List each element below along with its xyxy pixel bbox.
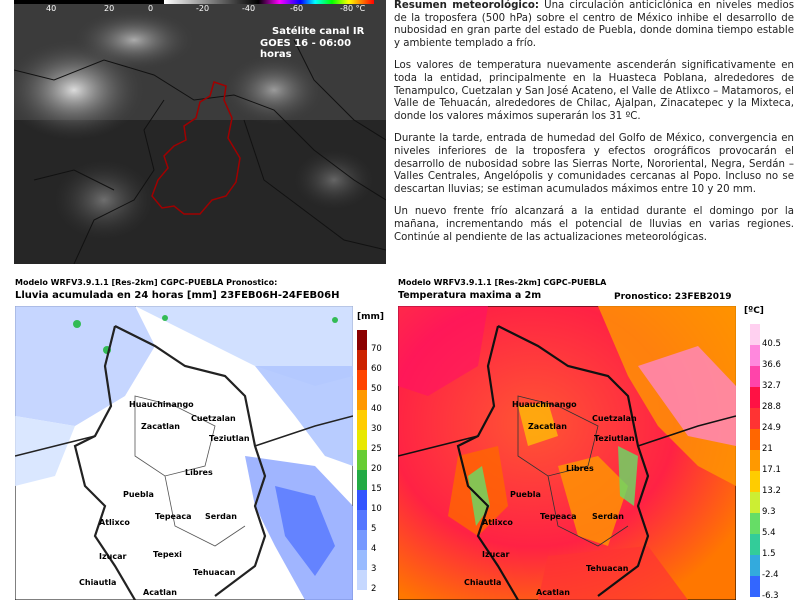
- satellite-subtitle: GOES 16 - 06:00 horas: [260, 38, 352, 60]
- legend-tick-label: -6.3: [762, 591, 779, 600]
- legend-tick-label: 21: [762, 444, 773, 454]
- legend-swatch: [357, 470, 367, 490]
- legend-swatch: [357, 550, 367, 570]
- city-label: Tepeaca: [155, 512, 192, 521]
- legend-tick-label: 17.1: [762, 465, 781, 475]
- city-label: Libres: [566, 464, 594, 473]
- city-label: Tehuacan: [193, 568, 236, 577]
- sat-scale-tick: -20: [196, 4, 210, 13]
- legend-swatch: [750, 324, 760, 345]
- city-label: Teziutlan: [594, 434, 635, 443]
- legend-swatch: [357, 510, 367, 530]
- legend-swatch: [357, 570, 367, 590]
- paragraph-1: [394, 0, 794, 50]
- sat-scale-tick: -60: [290, 4, 304, 13]
- legend-tick-label: 30: [371, 424, 382, 434]
- rain-map-canvas: [15, 306, 353, 600]
- rain-legend-unit: [mm]: [357, 312, 384, 322]
- legend-swatch: [750, 387, 760, 408]
- legend-swatch: [357, 450, 367, 470]
- legend-swatch: [750, 576, 760, 597]
- legend-tick-label: 32.7: [762, 381, 781, 391]
- paragraph-2: Los valores de temperatura nuevamente ascenderán significativamente en toda la entidad, principalmente en la Huasteca Poblana, alrededores de Tenampulco, Cuetzalan y San José Acateno, el Valle de Atlixco – Matamoros, el Valle de Tehuacán, alrededores de Chilac, Ajalpan, Zinacatepec y la Mixteca, donde los valores máximos superarán los 31 ºC.: [394, 60, 794, 122]
- legend-tick-label: 40.5: [762, 339, 781, 349]
- city-label: Zacatlan: [141, 422, 180, 431]
- city-label: Tepexi: [153, 550, 182, 559]
- paragraph-4: Un nuevo frente frío alcanzará a la entidad durante el domingo por la mañana, incrementando más el potencial de lluvias en varias regiones. Continúe al pendiente de las actualizaciones meteorológicas.: [394, 206, 794, 243]
- temp-map-title: Temperatura maxima a 2m: [398, 290, 542, 301]
- temp-map-model-header: Modelo WRFV3.9.1.1 [Res-2km] CGPC-PUEBLA: [398, 278, 607, 287]
- paragraph-3: Durante la tarde, entrada de humedad del Golfo de México, convergencia en niveles inferiores de la troposfera y efectos orográficos provocarán el desarrollo de nubosidad sobre las Sierras Norte, Nororiental, Negra, Serdán – Valles Centrales, Angelópolis y comunidades cercanas al Popo. Incluso no se descartan lluvias; se estiman acumulados máximos entre 10 y 20 mm.: [394, 133, 794, 195]
- city-label: Izucar: [482, 550, 510, 559]
- legend-tick-label: 10: [371, 504, 382, 514]
- legend-tick-label: 5.4: [762, 528, 776, 538]
- temp-legend-unit: [ºC]: [744, 306, 764, 316]
- city-label: Acatlan: [536, 588, 570, 597]
- forecast-text: [394, 0, 794, 272]
- satellite-title: Satélite canal IR: [272, 26, 365, 37]
- legend-tick-label: 24.9: [762, 423, 781, 433]
- rain-map-title: Lluvia acumulada en 24 horas [mm] 23FEB06H-24FEB06H: [15, 290, 340, 301]
- city-label: Chiautla: [79, 578, 117, 587]
- legend-tick-label: 60: [371, 364, 382, 374]
- city-label: Cuetzalan: [592, 414, 637, 423]
- legend-swatch: [357, 490, 367, 510]
- city-label: Chiautla: [464, 578, 502, 587]
- legend-tick-label: 4: [371, 544, 377, 554]
- legend-tick-label: 5: [371, 524, 377, 534]
- city-label: Atlixco: [99, 518, 130, 527]
- city-label: Serdan: [592, 512, 624, 521]
- legend-swatch: [357, 410, 367, 430]
- legend-swatch: [750, 534, 760, 555]
- legend-swatch: [357, 430, 367, 450]
- city-label: Zacatlan: [528, 422, 567, 431]
- city-label: Atlixco: [482, 518, 513, 527]
- legend-tick-label: 13.2: [762, 486, 781, 496]
- city-label: Teziutlan: [209, 434, 250, 443]
- rain-forecast-map: [13, 276, 403, 600]
- legend-tick-label: 36.6: [762, 360, 781, 370]
- legend-swatch: [750, 408, 760, 429]
- legend-swatch: [357, 330, 367, 350]
- legend-swatch: [750, 555, 760, 576]
- paragraph-1-text: Una circulación anticiclónica en niveles medios de la troposfera (500 hPa) sobre el centro de México inhibe el desarrollo de nubosidad en gran parte del estado de Puebla, donde domina tiempo estable y ambiente templado a frío.: [394, 0, 795, 49]
- legend-swatch: [750, 345, 760, 366]
- sat-scale-tick: 40: [46, 4, 57, 13]
- legend-tick-label: 15: [371, 484, 382, 494]
- satellite-image-panel: [14, 0, 386, 264]
- legend-tick-label: 9.3: [762, 507, 776, 517]
- city-label: Huauchinango: [512, 400, 577, 409]
- city-label: Tehuacan: [586, 564, 629, 573]
- temperature-forecast-map: [396, 276, 786, 600]
- legend-tick-label: 50: [371, 384, 382, 394]
- summary-heading: Resumen meteorológico:: [394, 0, 539, 11]
- city-label: Serdan: [205, 512, 237, 521]
- sat-scale-tick: -40: [242, 4, 256, 13]
- legend-swatch: [357, 530, 367, 550]
- legend-tick-label: -2.4: [762, 570, 779, 580]
- legend-swatch: [750, 492, 760, 513]
- legend-swatch: [357, 350, 367, 370]
- legend-swatch: [357, 370, 367, 390]
- temp-map-forecast-date: Pronostico: 23FEB2019: [614, 292, 732, 302]
- legend-tick-label: 40: [371, 404, 382, 414]
- city-label: Huauchinango: [129, 400, 194, 409]
- city-label: Puebla: [123, 490, 154, 499]
- legend-swatch: [357, 390, 367, 410]
- legend-swatch: [750, 429, 760, 450]
- sat-scale-tick: -80 °C: [340, 4, 366, 13]
- legend-tick-label: 1.5: [762, 549, 776, 559]
- rain-map-model-header: Modelo WRFV3.9.1.1 [Res-2km] CGPC-PUEBLA Pronostico:: [15, 278, 278, 287]
- city-label: Cuetzalan: [191, 414, 236, 423]
- city-label: Libres: [185, 468, 213, 477]
- city-label: Acatlan: [143, 588, 177, 597]
- legend-swatch: [750, 513, 760, 534]
- temp-map-canvas: [398, 306, 736, 600]
- city-label: Izucar: [99, 552, 127, 561]
- legend-tick-label: 20: [371, 464, 382, 474]
- legend-swatch: [750, 366, 760, 387]
- legend-tick-label: 25: [371, 444, 382, 454]
- legend-tick-label: 3: [371, 564, 377, 574]
- city-label: Puebla: [510, 490, 541, 499]
- legend-tick-label: 70: [371, 344, 382, 354]
- city-label: Tepeaca: [540, 512, 577, 521]
- legend-tick-label: 28.8: [762, 402, 781, 412]
- legend-swatch: [750, 471, 760, 492]
- legend-tick-label: 2: [371, 584, 377, 594]
- sat-scale-tick: 0: [148, 4, 154, 13]
- sat-scale-tick: 20: [104, 4, 115, 13]
- legend-swatch: [750, 450, 760, 471]
